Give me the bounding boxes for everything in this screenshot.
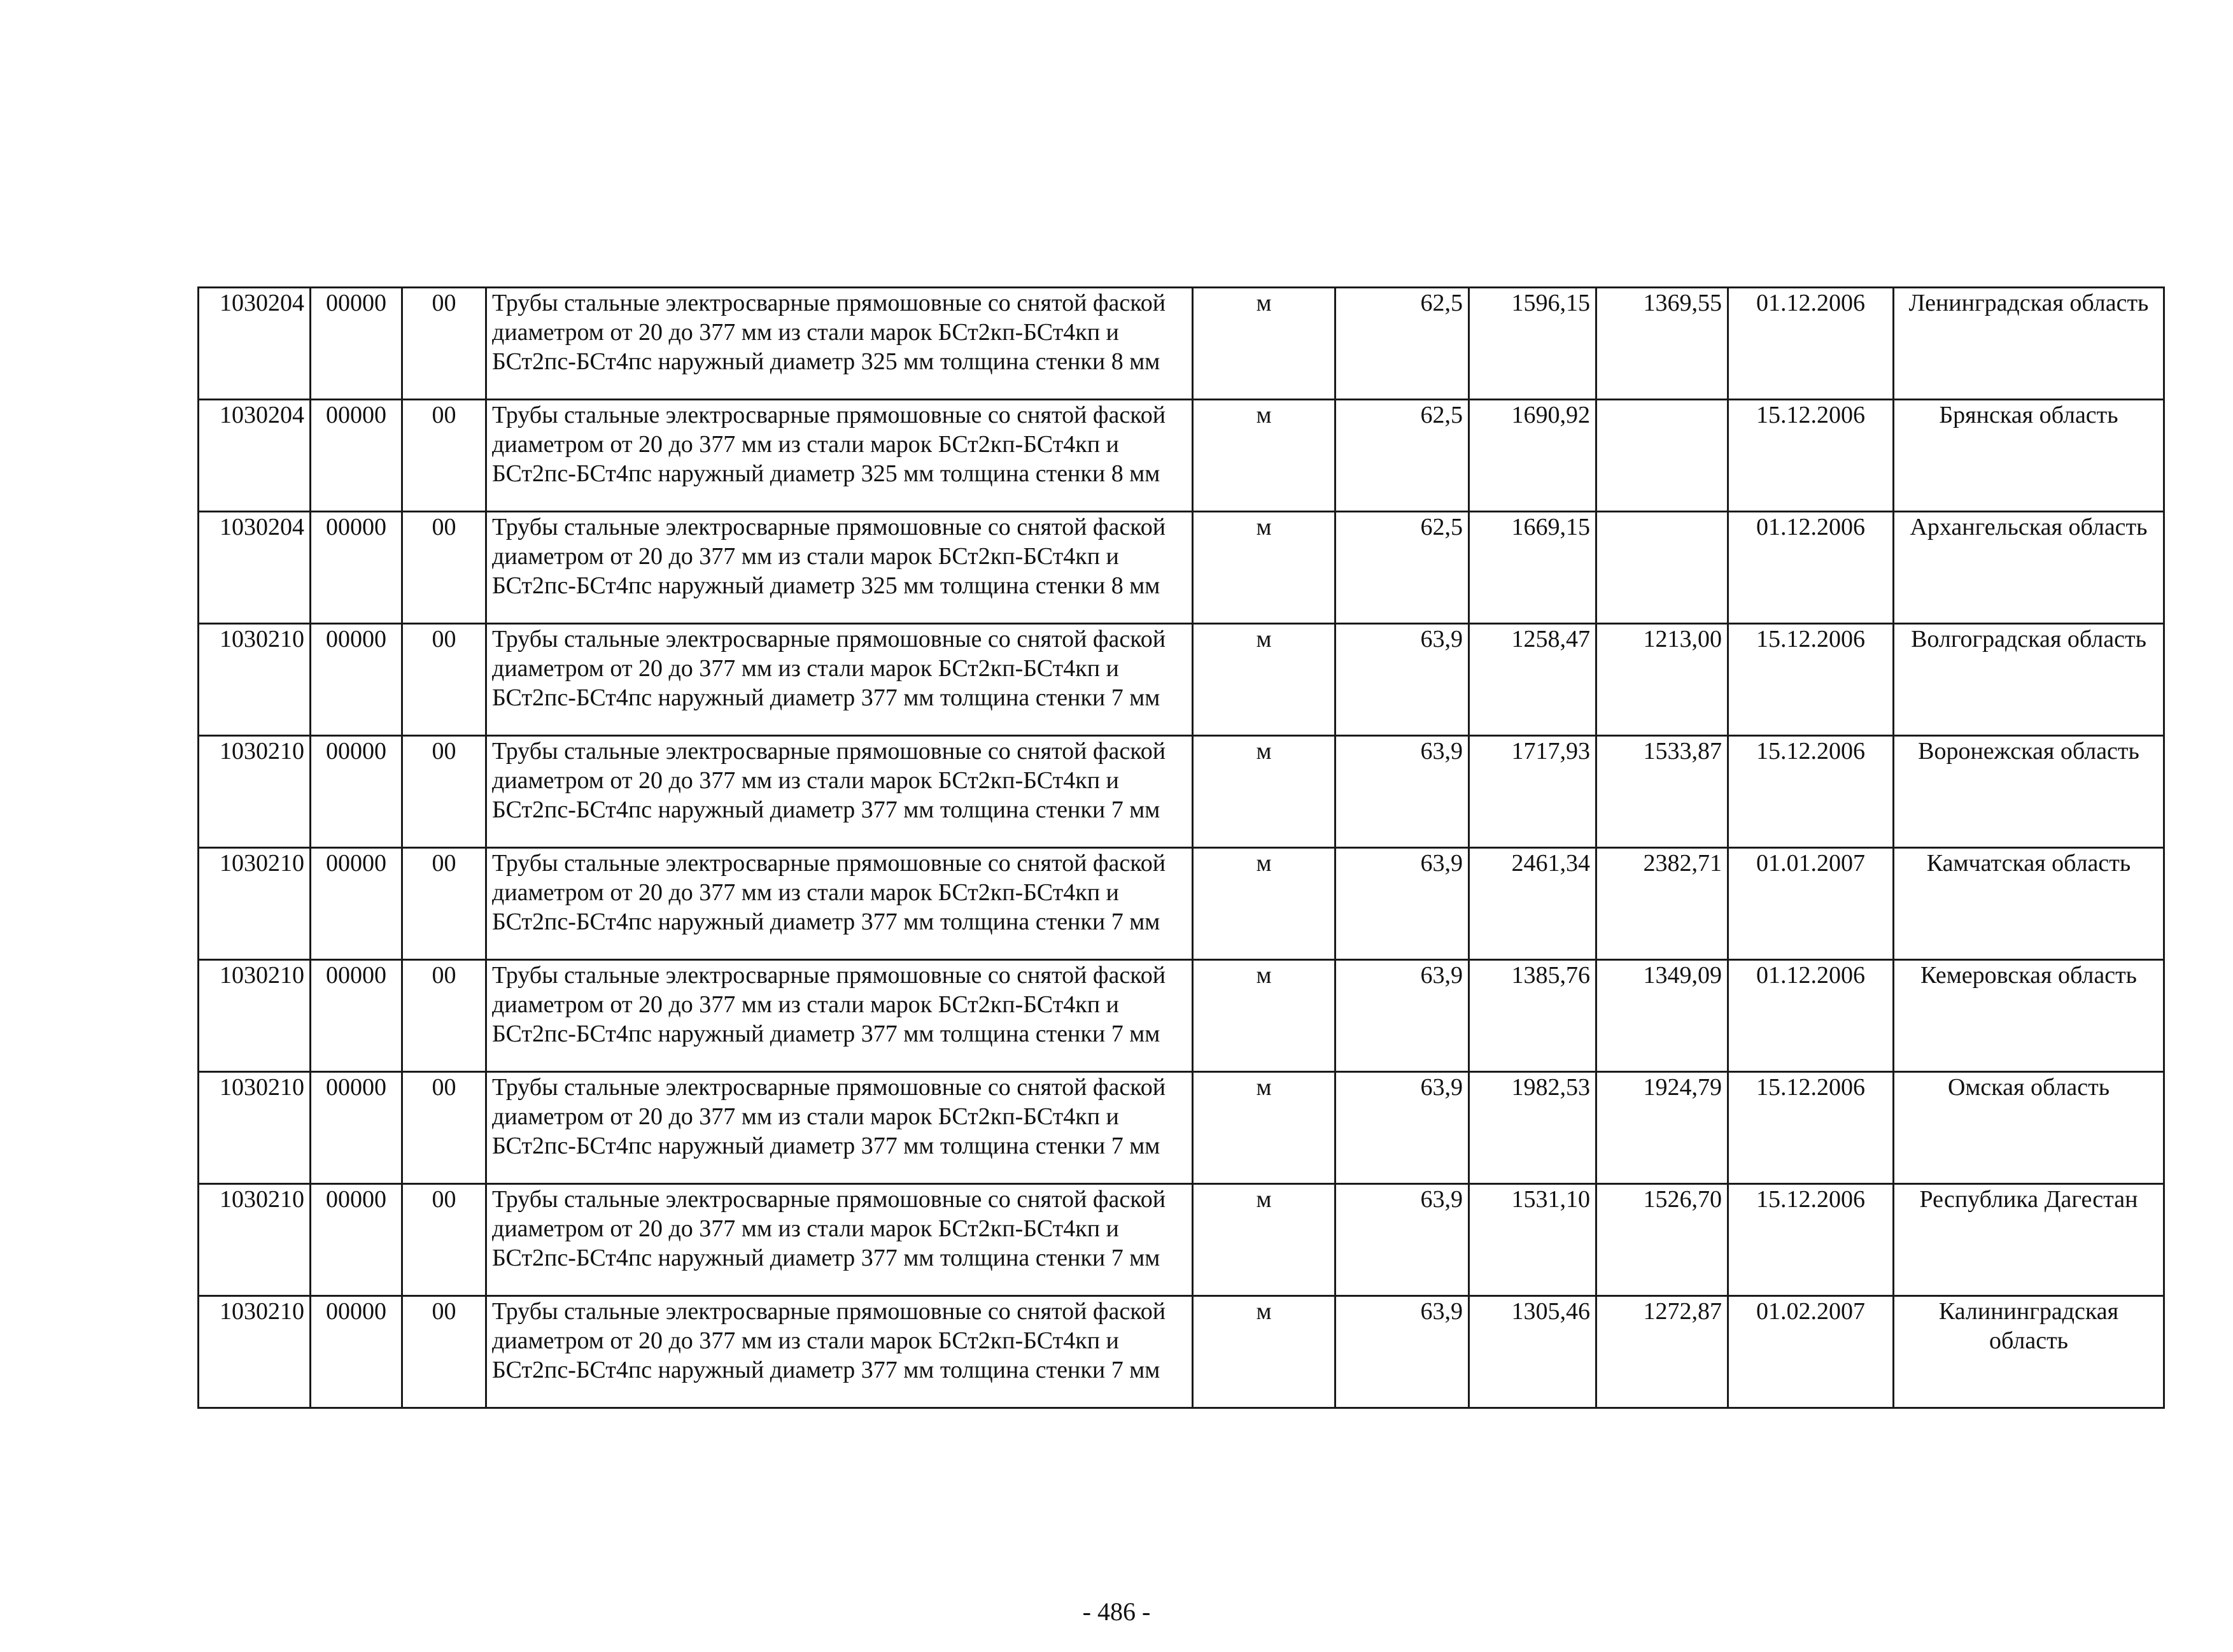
price-alt-cell: 1924,79 bbox=[1596, 1072, 1728, 1184]
price-cell: 1690,92 bbox=[1469, 400, 1596, 512]
weight-cell: 63,9 bbox=[1335, 736, 1469, 848]
variant-code-cell: 00 bbox=[402, 400, 486, 512]
unit-cell: м bbox=[1193, 736, 1335, 848]
price-alt-cell: 1349,09 bbox=[1596, 960, 1728, 1072]
variant-code-cell: 00 bbox=[402, 960, 486, 1072]
description-cell: Трубы стальные электросварные прямошовные со снятой фаской диаметром от 20 до 377 мм из стали марок БСт2кп-БСт4кп и БСт2пс-БСт4пс наружный диаметр 325 мм толщина стенки 8 мм bbox=[486, 400, 1193, 512]
table-row bbox=[199, 848, 2164, 960]
table-row bbox=[199, 960, 2164, 1072]
resource-code-cell: 1030210 bbox=[199, 1296, 311, 1408]
table-row bbox=[199, 624, 2164, 736]
date-cell: 01.12.2006 bbox=[1728, 960, 1894, 1072]
region-cell: Республика Дагестан bbox=[1894, 1184, 2164, 1296]
subcode-cell: 00000 bbox=[311, 624, 402, 736]
description-cell: Трубы стальные электросварные прямошовные со снятой фаской диаметром от 20 до 377 мм из стали марок БСт2кп-БСт4кп и БСт2пс-БСт4пс наружный диаметр 377 мм толщина стенки 7 мм bbox=[486, 960, 1193, 1072]
subcode-cell: 00000 bbox=[311, 288, 402, 400]
page-number: - 486 - bbox=[1082, 1597, 1151, 1626]
unit-cell: м bbox=[1193, 1184, 1335, 1296]
price-alt-cell: 1213,00 bbox=[1596, 624, 1728, 736]
weight-cell: 62,5 bbox=[1335, 512, 1469, 624]
variant-code-cell: 00 bbox=[402, 736, 486, 848]
unit-cell: м bbox=[1193, 1072, 1335, 1184]
region-cell: Брянская область bbox=[1894, 400, 2164, 512]
region-cell: Волгоградская область bbox=[1894, 624, 2164, 736]
date-cell: 15.12.2006 bbox=[1728, 1072, 1894, 1184]
date-cell: 15.12.2006 bbox=[1728, 1184, 1894, 1296]
unit-cell: м bbox=[1193, 512, 1335, 624]
subcode-cell: 00000 bbox=[311, 736, 402, 848]
variant-code-cell: 00 bbox=[402, 848, 486, 960]
region-cell: Калининградская область bbox=[1894, 1296, 2164, 1408]
weight-cell: 62,5 bbox=[1335, 288, 1469, 400]
price-alt-cell: 1526,70 bbox=[1596, 1184, 1728, 1296]
region-cell: Ленинградская область bbox=[1894, 288, 2164, 400]
price-cell: 1717,93 bbox=[1469, 736, 1596, 848]
date-cell: 01.02.2007 bbox=[1728, 1296, 1894, 1408]
date-cell: 01.01.2007 bbox=[1728, 848, 1894, 960]
unit-cell: м bbox=[1193, 288, 1335, 400]
description-cell: Трубы стальные электросварные прямошовные со снятой фаской диаметром от 20 до 377 мм из стали марок БСт2кп-БСт4кп и БСт2пс-БСт4пс наружный диаметр 377 мм толщина стенки 7 мм bbox=[486, 1072, 1193, 1184]
date-cell: 15.12.2006 bbox=[1728, 624, 1894, 736]
date-cell: 01.12.2006 bbox=[1728, 288, 1894, 400]
subcode-cell: 00000 bbox=[311, 1296, 402, 1408]
price-alt-cell: 2382,71 bbox=[1596, 848, 1728, 960]
subcode-cell: 00000 bbox=[311, 960, 402, 1072]
region-cell: Воронежская область bbox=[1894, 736, 2164, 848]
price-cell: 1305,46 bbox=[1469, 1296, 1596, 1408]
price-cell: 1531,10 bbox=[1469, 1184, 1596, 1296]
variant-code-cell: 00 bbox=[402, 1072, 486, 1184]
subcode-cell: 00000 bbox=[311, 400, 402, 512]
description-cell: Трубы стальные электросварные прямошовные со снятой фаской диаметром от 20 до 377 мм из стали марок БСт2кп-БСт4кп и БСт2пс-БСт4пс наружный диаметр 377 мм толщина стенки 7 мм bbox=[486, 1184, 1193, 1296]
resource-code-cell: 1030210 bbox=[199, 1072, 311, 1184]
weight-cell: 63,9 bbox=[1335, 1072, 1469, 1184]
price-alt-cell: 1369,55 bbox=[1596, 288, 1728, 400]
table-row bbox=[199, 512, 2164, 624]
description-cell: Трубы стальные электросварные прямошовные со снятой фаской диаметром от 20 до 377 мм из стали марок БСт2кп-БСт4кп и БСт2пс-БСт4пс наружный диаметр 325 мм толщина стенки 8 мм bbox=[486, 288, 1193, 400]
weight-cell: 63,9 bbox=[1335, 624, 1469, 736]
table-body bbox=[199, 288, 2164, 1408]
price-alt-cell: 1272,87 bbox=[1596, 1296, 1728, 1408]
date-cell: 01.12.2006 bbox=[1728, 512, 1894, 624]
table-row bbox=[199, 1072, 2164, 1184]
resource-code-cell: 1030204 bbox=[199, 400, 311, 512]
resource-code-cell: 1030210 bbox=[199, 960, 311, 1072]
table-row bbox=[199, 736, 2164, 848]
price-alt-cell: 1533,87 bbox=[1596, 736, 1728, 848]
resource-code-cell: 1030210 bbox=[199, 1184, 311, 1296]
subcode-cell: 00000 bbox=[311, 1184, 402, 1296]
subcode-cell: 00000 bbox=[311, 512, 402, 624]
resource-code-cell: 1030210 bbox=[199, 848, 311, 960]
region-cell: Камчатская область bbox=[1894, 848, 2164, 960]
region-cell: Архангельская область bbox=[1894, 512, 2164, 624]
description-cell: Трубы стальные электросварные прямошовные со снятой фаской диаметром от 20 до 377 мм из стали марок БСт2кп-БСт4кп и БСт2пс-БСт4пс наружный диаметр 325 мм толщина стенки 8 мм bbox=[486, 512, 1193, 624]
date-cell: 15.12.2006 bbox=[1728, 400, 1894, 512]
region-cell: Омская область bbox=[1894, 1072, 2164, 1184]
weight-cell: 63,9 bbox=[1335, 848, 1469, 960]
subcode-cell: 00000 bbox=[311, 1072, 402, 1184]
weight-cell: 63,9 bbox=[1335, 960, 1469, 1072]
unit-cell: м bbox=[1193, 1296, 1335, 1408]
weight-cell: 63,9 bbox=[1335, 1184, 1469, 1296]
subcode-cell: 00000 bbox=[311, 848, 402, 960]
description-cell: Трубы стальные электросварные прямошовные со снятой фаской диаметром от 20 до 377 мм из стали марок БСт2кп-БСт4кп и БСт2пс-БСт4пс наружный диаметр 377 мм толщина стенки 7 мм bbox=[486, 848, 1193, 960]
variant-code-cell: 00 bbox=[402, 624, 486, 736]
price-cell: 1982,53 bbox=[1469, 1072, 1596, 1184]
description-cell: Трубы стальные электросварные прямошовные со снятой фаской диаметром от 20 до 377 мм из стали марок БСт2кп-БСт4кп и БСт2пс-БСт4пс наружный диаметр 377 мм толщина стенки 7 мм bbox=[486, 1296, 1193, 1408]
price-cell: 2461,34 bbox=[1469, 848, 1596, 960]
unit-cell: м bbox=[1193, 960, 1335, 1072]
price-cell: 1596,15 bbox=[1469, 288, 1596, 400]
region-cell: Кемеровская область bbox=[1894, 960, 2164, 1072]
resource-code-cell: 1030204 bbox=[199, 288, 311, 400]
price-cell: 1258,47 bbox=[1469, 624, 1596, 736]
unit-cell: м bbox=[1193, 400, 1335, 512]
resource-code-cell: 1030210 bbox=[199, 736, 311, 848]
table-row bbox=[199, 400, 2164, 512]
weight-cell: 62,5 bbox=[1335, 400, 1469, 512]
price-table bbox=[197, 286, 2165, 1409]
date-cell: 15.12.2006 bbox=[1728, 736, 1894, 848]
resource-code-cell: 1030210 bbox=[199, 624, 311, 736]
resource-code-cell: 1030204 bbox=[199, 512, 311, 624]
price-cell: 1669,15 bbox=[1469, 512, 1596, 624]
unit-cell: м bbox=[1193, 624, 1335, 736]
table-row bbox=[199, 1184, 2164, 1296]
weight-cell: 63,9 bbox=[1335, 1296, 1469, 1408]
price-cell: 1385,76 bbox=[1469, 960, 1596, 1072]
table-row bbox=[199, 1296, 2164, 1408]
description-cell: Трубы стальные электросварные прямошовные со снятой фаской диаметром от 20 до 377 мм из стали марок БСт2кп-БСт4кп и БСт2пс-БСт4пс наружный диаметр 377 мм толщина стенки 7 мм bbox=[486, 736, 1193, 848]
variant-code-cell: 00 bbox=[402, 1184, 486, 1296]
price-alt-cell bbox=[1596, 512, 1728, 624]
price-alt-cell bbox=[1596, 400, 1728, 512]
unit-cell: м bbox=[1193, 848, 1335, 960]
table-row bbox=[199, 288, 2164, 400]
variant-code-cell: 00 bbox=[402, 512, 486, 624]
description-cell: Трубы стальные электросварные прямошовные со снятой фаской диаметром от 20 до 377 мм из стали марок БСт2кп-БСт4кп и БСт2пс-БСт4пс наружный диаметр 377 мм толщина стенки 7 мм bbox=[486, 624, 1193, 736]
variant-code-cell: 00 bbox=[402, 288, 486, 400]
variant-code-cell: 00 bbox=[402, 1296, 486, 1408]
